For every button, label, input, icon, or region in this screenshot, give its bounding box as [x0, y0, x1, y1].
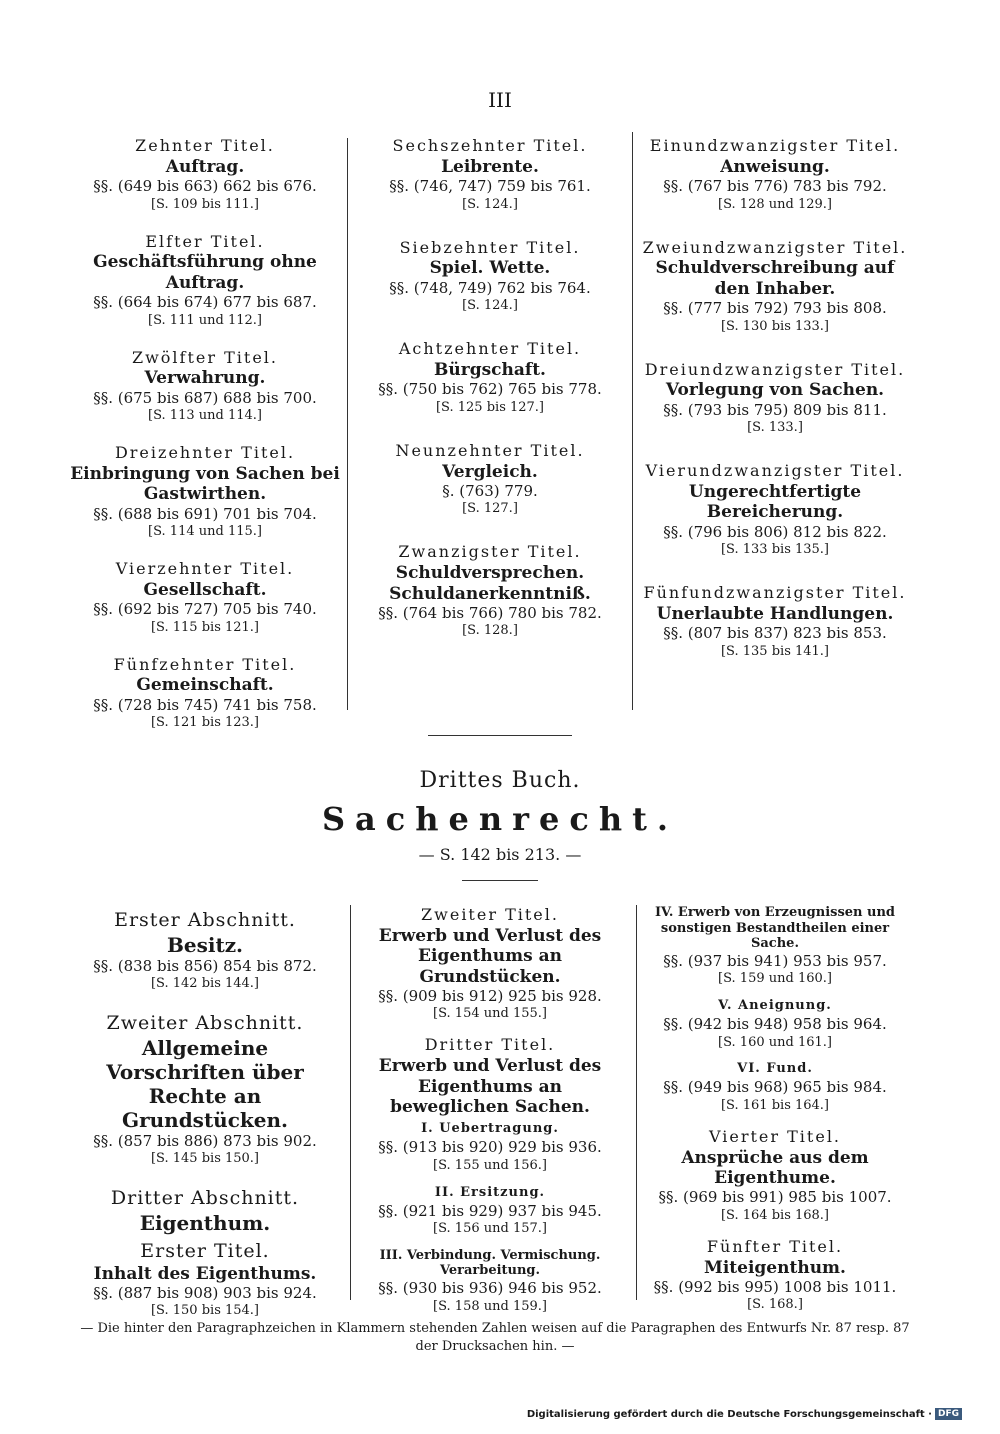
subsection-entry [360, 1248, 620, 1316]
digitization-credit [527, 1408, 962, 1420]
title-entry [360, 1035, 620, 1117]
title-label: Fünfundzwanzigster Titel. [643, 583, 907, 603]
title-entry [640, 360, 910, 438]
subsection-label: II. Ersitzung. [434, 1184, 546, 1200]
title-label: Siebzehnter Titel. [399, 237, 581, 257]
book-page-range: — S. 142 bis 213. — [418, 845, 582, 864]
title-entry [360, 136, 620, 214]
page-reference: [S. 155 und 156.] [433, 1157, 547, 1173]
page-reference: [S. 113 und 114.] [148, 408, 262, 424]
page-reference: [S. 154 und 155.] [433, 1006, 547, 1022]
paragraph-range: §. (763) 779. [442, 481, 538, 500]
page-reference: [S. 159 und 160.] [718, 971, 832, 987]
bottom-column-3 [640, 905, 910, 1332]
column-divider [632, 132, 633, 710]
paragraph-range: §§. (909 bis 912) 925 bis 928. [378, 986, 602, 1005]
page-reference: [S. 135 bis 141.] [720, 643, 830, 659]
title-label: Vierundzwanzigster Titel. [645, 461, 905, 481]
title-label: Neunzehnter Titel. [395, 440, 585, 460]
paragraph-range: §§. (930 bis 936) 946 bis 952. [378, 1279, 602, 1298]
title-heading: Unerlaubte Handlungen. [656, 603, 894, 624]
title-heading: Geschäftsführung ohne Auftrag. [93, 252, 317, 293]
title-label: Einundzwanzigster Titel. [649, 136, 901, 155]
paragraph-range: §§. (664 bis 674) 677 bis 687. [93, 293, 317, 312]
title-heading: Spiel. Wette. [429, 258, 551, 279]
credit-text: Digitalisierung gefördert durch die Deutsche Forschungsgemeinschaft · [526, 1408, 932, 1420]
section-heading: Eigenthum. [139, 1210, 271, 1235]
subsection-label: I. Uebertragung. [421, 1121, 559, 1137]
paragraph-range: §§. (675 bis 687) 688 bis 700. [93, 388, 317, 407]
top-column-3 [640, 136, 910, 685]
page-reference: [S. 125 bis 127.] [435, 399, 545, 415]
subsection-entry [360, 1121, 620, 1174]
section-divider [428, 735, 572, 736]
title-entry [640, 238, 910, 336]
title-heading: Vergleich. [442, 461, 538, 482]
paragraph-range: §§. (807 bis 837) 823 bis 853. [663, 624, 887, 643]
paragraph-range: §§. (764 bis 766) 780 bis 782. [378, 603, 602, 622]
title-entry [640, 461, 910, 559]
title-label: Elfter Titel. [145, 231, 265, 251]
title-entry [70, 655, 340, 733]
title-label: Fünfter Titel. [706, 1236, 844, 1256]
title-entry [640, 583, 910, 661]
title-entry [360, 339, 620, 417]
section-label: Dritter Abschnitt. [110, 1187, 300, 1210]
page-number: III [488, 88, 512, 112]
page-reference: [S. 124.] [462, 298, 518, 314]
title-label: Zweiter Titel. [421, 905, 559, 924]
paragraph-range: §§. (937 bis 941) 953 bis 957. [663, 951, 887, 970]
title-entry [70, 1239, 340, 1320]
title-label: Zweiundzwanzigster Titel. [642, 237, 908, 257]
title-label: Dreiundzwanzigster Titel. [644, 359, 906, 379]
page-reference: [S. 150 bis 154.] [150, 1303, 260, 1319]
title-label: Zehnter Titel. [135, 136, 275, 155]
title-heading: Vorlegung von Sachen. [665, 380, 885, 401]
column-divider [350, 905, 351, 1300]
title-heading: Inhalt des Eigenthums. [93, 1263, 317, 1284]
paragraph-range: §§. (857 bis 886) 873 bis 902. [93, 1131, 317, 1150]
title-heading: Verwahrung. [144, 368, 266, 389]
title-label: Dritter Titel. [424, 1035, 556, 1055]
page-reference: [S. 128.] [462, 623, 518, 639]
page-reference: [S. 156 und 157.] [433, 1221, 547, 1236]
top-column-1 [70, 136, 340, 750]
title-entry [360, 542, 620, 640]
section-label: Erster Abschnitt. [114, 909, 296, 931]
paragraph-range: §§. (887 bis 908) 903 bis 924. [93, 1283, 317, 1302]
paragraph-range: §§. (992 bis 995) 1008 bis 1011. [653, 1277, 897, 1296]
book-label: Drittes Buch. [419, 768, 581, 793]
subsection-entry [640, 905, 910, 988]
title-label: Zwanzigster Titel. [398, 542, 582, 562]
page-reference: [S. 160 und 161.] [718, 1034, 832, 1050]
title-heading: Erwerb und Verlust des Eigenthums an beweglichen Sachen. [378, 1056, 602, 1117]
paragraph-range: §§. (838 bis 856) 854 bis 872. [93, 956, 317, 975]
page-reference: [S. 114 und 115.] [148, 524, 262, 540]
subsection-entry [640, 1061, 910, 1114]
title-entry [640, 1127, 910, 1225]
title-label: Vierzehnter Titel. [115, 559, 295, 579]
subsection-label: III. Verbindung. Vermischung. Verarbeitung. [379, 1247, 601, 1279]
title-entry [70, 443, 340, 541]
paragraph-range: §§. (913 bis 920) 929 bis 936. [378, 1138, 602, 1157]
paragraph-range: §§. (688 bis 691) 701 bis 704. [93, 504, 317, 523]
title-heading: Miteigenthum. [704, 1257, 846, 1278]
paragraph-range: §§. (692 bis 727) 705 bis 740. [93, 600, 317, 619]
page-reference: [S. 142 bis 144.] [150, 976, 260, 992]
section-entry [70, 1011, 340, 1168]
page-reference: [S. 168.] [747, 1297, 803, 1313]
page-reference: [S. 158 und 159.] [433, 1298, 547, 1314]
title-heading: Anweisung. [720, 156, 830, 177]
title-entry [360, 441, 620, 519]
page-reference: [S. 121 bis 123.] [150, 715, 260, 731]
title-label: Dreizehnter Titel. [114, 443, 296, 463]
title-label: Fünfzehnter Titel. [113, 654, 297, 674]
title-heading: Gemeinschaft. [136, 675, 274, 696]
column-divider [347, 138, 348, 710]
title-label: Erster Titel. [140, 1239, 270, 1262]
subsection-entry [360, 1185, 620, 1238]
paragraph-range: §§. (728 bis 745) 741 bis 758. [93, 695, 317, 714]
title-label: Vierter Titel. [708, 1126, 842, 1146]
title-heading: Erwerb und Verlust des Eigenthums an Grundstücken. [378, 925, 602, 987]
title-entry [360, 238, 620, 316]
section-heading: Allgemeine Vorschriften über Rechte an Grundstücken. [106, 1035, 304, 1132]
section-divider [462, 880, 538, 881]
section-entry [70, 1186, 340, 1235]
paragraph-range: §§. (793 bis 795) 809 bis 811. [663, 400, 887, 419]
top-column-2 [360, 136, 620, 664]
title-entry [640, 1237, 910, 1315]
page-reference: [S. 128 und 129.] [718, 196, 832, 212]
paragraph-range: §§. (796 bis 806) 812 bis 822. [663, 522, 887, 541]
page-reference: [S. 133 bis 135.] [720, 542, 830, 558]
paragraph-range: §§. (748, 749) 762 bis 764. [389, 278, 591, 297]
title-label: Sechszehnter Titel. [392, 136, 588, 155]
title-heading: Ansprüche aus dem Eigenthume. [681, 1147, 869, 1188]
title-heading: Leibrente. [441, 156, 539, 177]
page-reference: [S. 145 bis 150.] [150, 1151, 260, 1167]
title-entry [640, 136, 910, 214]
page-reference: [S. 109 bis 111.] [150, 196, 260, 212]
paragraph-range: §§. (746, 747) 759 bis 761. [389, 177, 591, 196]
title-entry [360, 905, 620, 1023]
paragraph-range: §§. (649 bis 663) 662 bis 676. [93, 177, 317, 196]
paragraph-range: §§. (921 bis 929) 937 bis 945. [378, 1201, 602, 1220]
section-entry [70, 908, 340, 993]
paragraph-range: §§. (969 bis 991) 985 bis 1007. [658, 1188, 892, 1207]
title-heading: Schuldverschreibung auf den Inhaber. [655, 258, 895, 299]
subsection-label: IV. Erwerb von Erzeugnissen und sonstigen Bestandtheilen einer Sache. [654, 905, 896, 952]
bottom-column-2 [360, 905, 620, 1333]
title-entry [70, 348, 340, 426]
paragraph-range: §§. (942 bis 948) 958 bis 964. [663, 1015, 887, 1034]
paragraph-range: §§. (750 bis 762) 765 bis 778. [378, 380, 602, 399]
dfg-logo-icon: DFG [935, 1408, 962, 1420]
footnote: — Die hinter den Paragraphzeichen in Klammern stehenden Zahlen weisen auf die Paragraphen des Entwurfs Nr. 87 resp. 87 der Drucksachen hin. — [80, 1321, 910, 1354]
page-reference: [S. 130 bis 133.] [720, 318, 830, 334]
paragraph-range: §§. (777 bis 792) 793 bis 808. [663, 299, 887, 318]
subsection-label: V. Aneignung. [718, 998, 832, 1014]
title-label: Zwölfter Titel. [131, 347, 278, 367]
section-label: Zweiter Abschnitt. [106, 1012, 304, 1035]
title-heading: Schuldversprechen. Schuldanerkenntniß. [389, 563, 591, 604]
title-heading: Ungerechtfertigte Bereicherung. [688, 481, 862, 523]
title-entry [70, 232, 340, 330]
title-entry [70, 559, 340, 637]
page-reference: [S. 115 bis 121.] [150, 619, 260, 635]
column-divider [636, 905, 637, 1300]
book-title: Sachenrecht. [321, 800, 679, 838]
title-label: Achtzehnter Titel. [398, 339, 582, 359]
page-reference: [S. 111 und 112.] [148, 312, 262, 328]
bottom-column-1 [70, 908, 340, 1338]
page-reference: [S. 164 bis 168.] [720, 1207, 830, 1223]
title-heading: Auftrag. [165, 156, 245, 177]
title-heading: Einbringung von Sachen bei Gastwirthen. [70, 463, 340, 505]
subsection-label: VI. Fund. [737, 1061, 813, 1077]
paragraph-range: §§. (767 bis 776) 783 bis 792. [663, 177, 887, 196]
page-reference: [S. 127.] [462, 501, 518, 517]
title-heading: Gesellschaft. [143, 579, 267, 600]
section-heading: Besitz. [166, 932, 244, 957]
title-heading: Bürgschaft. [434, 359, 546, 380]
paragraph-range: §§. (949 bis 968) 965 bis 984. [663, 1078, 887, 1097]
title-entry [70, 136, 340, 214]
page-reference: [S. 161 bis 164.] [720, 1097, 830, 1113]
page-reference: [S. 133.] [747, 420, 803, 436]
page-reference: [S. 124.] [462, 196, 518, 212]
subsection-entry [640, 998, 910, 1051]
